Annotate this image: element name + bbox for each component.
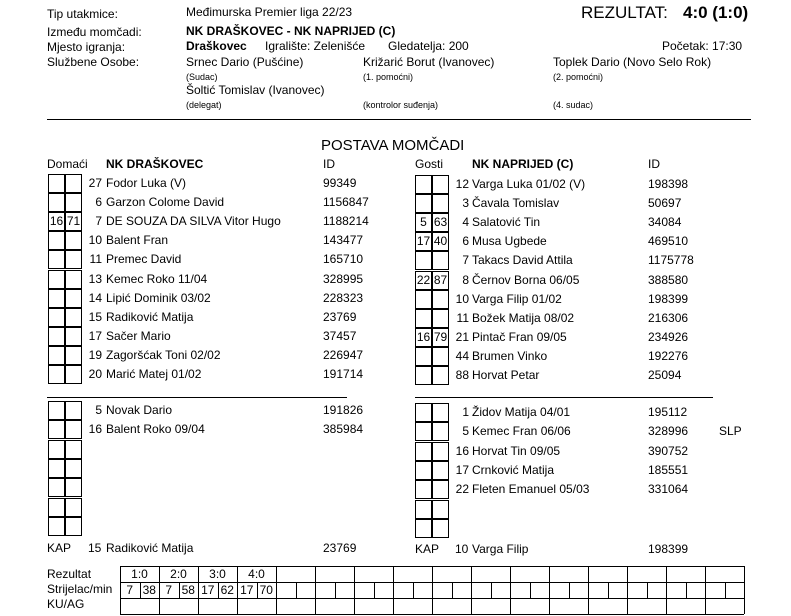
away-kap-label: KAP [415,542,440,556]
sub-min-box [65,365,82,384]
sub-min-box [65,193,82,212]
sub-min-box [432,461,449,480]
sub-min-box [65,231,82,250]
score-grid-vline [393,598,394,614]
sub-min-box [432,519,449,538]
player-id: 165710 [323,252,364,267]
sub-in-box [48,231,65,250]
player-number: 8 [462,272,469,287]
sub-min-box [65,174,82,193]
sub-min-box [65,346,82,365]
rezultat-label: REZULTAT: [581,3,668,22]
score-grid-vline [393,582,394,598]
sub-in-box [415,347,432,366]
player-id: 185551 [648,462,689,477]
player-id: 25094 [648,368,682,382]
sub-in-box [415,422,432,441]
player-id: 328995 [323,271,364,286]
player-number: 10 [455,291,469,306]
sub-in-box [48,346,65,365]
score-grid-vline [666,582,667,598]
score-grid-vline [237,598,238,614]
score-grid-vline [471,598,472,614]
sub-min-box [432,480,449,499]
score-cell: 4:0 [248,567,265,581]
scorer-cell: 7 [165,583,173,597]
sub-in-box [48,289,65,308]
score-grid-vline [276,598,277,614]
score-grid-vline [276,566,277,582]
player-number [451,500,469,519]
sub-in-box [48,459,65,478]
home-id-label: ID [323,157,335,171]
score-grid-vline [432,582,433,598]
away-team-name: NK NAPRIJED (C) [472,157,574,171]
score-grid-vline [569,582,570,598]
sub-min-box: 63 [432,213,449,232]
player-id: 216306 [648,310,689,325]
official-name: Srnec Dario (Pušćine) [186,55,304,69]
player-id: 1175778 [648,253,694,268]
score-grid-vline [744,566,745,582]
player-number: 17 [88,328,102,343]
score-grid-vline [374,582,375,598]
sub-min-box [65,289,82,308]
score-grid-vline [315,598,316,614]
player-name: Varga Filip 01/02 [472,291,562,306]
official-role: (2. pomoćni) [553,72,604,82]
sub-min-box [65,459,82,478]
player-name: Varga Luka 01/02 (V) [472,177,586,191]
player-name: Novak Dario [106,403,173,417]
player-name: Balent Roko 09/04 [106,422,205,437]
player-name: Horvat Petar [472,368,540,382]
sub-in-box: 16 [415,328,432,347]
score-grid-vline [354,566,355,582]
player-id: 385984 [323,422,364,437]
score-grid-vline [296,582,297,598]
sub-min-box [432,403,449,422]
score-grid-vline [627,582,628,598]
score-grid-vline [432,598,433,614]
score-label-rezultat: Rezultat [47,567,92,581]
official-role: (kontrolor suđenja) [363,100,439,110]
score-grid-vline [647,582,648,598]
player-name: Čavala Tomislav [472,196,560,211]
player-number [84,459,102,478]
player-name: Sačer Mario [106,328,171,343]
sub-in-box: 17 [415,232,432,251]
player-name: Garzon Colome David [106,195,225,210]
score-grid-vline [491,582,492,598]
player-number: 5 [95,403,102,417]
sub-in-box [415,480,432,499]
score-grid-vline [686,582,687,598]
minute-cell: 70 [259,583,273,597]
sub-min-box [65,517,82,536]
player-id: 388580 [648,272,689,287]
score-grid-vline [198,598,199,614]
score-grid-vline [510,566,511,582]
score-grid-vline [588,598,589,614]
player-id: 191826 [323,403,364,417]
score-grid-vline [159,598,160,614]
score-grid-vline [705,566,706,582]
player-id: 50697 [648,196,682,211]
sub-min-box [65,440,82,459]
player-number: 88 [455,368,469,382]
player-id: 34084 [648,215,682,230]
sub-in-box [48,365,65,384]
player-id: 1188214 [323,214,369,229]
score-grid-vline [354,582,355,598]
score-grid-vline [510,598,511,614]
player-name: DE SOUZA DA SILVA Vitor Hugo [106,214,281,229]
sub-min-box [432,422,449,441]
score-grid-vline [315,566,316,582]
sub-min-box [432,309,449,328]
player-number: 16 [455,443,469,458]
player-id: 198398 [648,177,689,191]
player-number: 16 [88,422,102,437]
player-number: 12 [455,177,469,191]
mjesto-label: Mjesto igranja: [47,40,126,54]
sub-in-box: 22 [415,271,432,290]
sub-min-box [432,194,449,213]
score-grid-vline [354,598,355,614]
minute-cell: 58 [181,583,195,597]
away-subs-divider [415,397,713,398]
sub-in-box [415,442,432,461]
player-id: 1156847 [323,195,369,210]
score-grid-hline [120,614,744,615]
sub-in-box [415,403,432,422]
score-label-strijelac: Strijelac/min [47,582,113,596]
player-number: 4 [462,215,469,230]
sub-in-box [48,270,65,289]
player-number [84,498,102,517]
sub-in-box [415,309,432,328]
away-side-label: Gosti [415,157,444,171]
sub-in-box [48,327,65,346]
player-number: 1 [462,405,469,419]
score-cell: 3:0 [209,567,226,581]
score-grid-vline [588,566,589,582]
sub-in-box [415,366,432,385]
player-id: 331064 [648,482,689,497]
player-id: 198399 [648,291,689,306]
score-grid-vline [335,582,336,598]
player-id: 23769 [323,309,357,324]
score-grid-vline [588,582,589,598]
player-name: Balent Fran [106,233,169,248]
tip-value: Međimurska Premier liga 22/23 [186,5,353,19]
player-name: Pintač Fran 09/05 [472,329,567,344]
player-id: 228323 [323,290,364,305]
player-number: 14 [88,290,102,305]
player-number: 22 [455,482,469,497]
official-name: Šoltić Tomislav (Ivanovec) [186,83,325,97]
player-name: Fodor Luka (V) [106,176,187,190]
sub-in-box: 16 [48,212,65,231]
player-number: 6 [462,234,469,249]
sub-min-box [65,498,82,517]
sub-in-box: 5 [415,213,432,232]
player-id: 37457 [323,328,357,343]
player-number: 13 [88,271,102,286]
score-grid-vline [549,598,550,614]
home-team-name: NK DRAŠKOVEC [106,157,204,171]
sub-in-box [415,175,432,194]
tip-label: Tip utakmice: [47,7,118,21]
sluzbene-label: Službene Osobe: [47,55,140,69]
official-name: Toplek Dario (Novo Selo Rok) [553,55,712,69]
player-number: 5 [462,424,469,439]
score-grid-vline [510,582,511,598]
score-grid-vline [666,566,667,582]
sub-min-box [432,500,449,519]
player-id: 226947 [323,347,364,362]
sub-in-box [48,498,65,517]
official-name: Križarić Borut (Ivanovec) [363,55,495,69]
player-id: 99349 [323,176,357,190]
score-grid-vline [432,566,433,582]
score-grid-vline [725,582,726,598]
sub-min-box [65,250,82,269]
rezultat-value: 4:0 (1:0) [683,3,749,22]
player-number: 7 [95,214,102,229]
sub-in-box [48,250,65,269]
header-divider [47,119,751,120]
player-name: Zagoršćak Toni 02/02 [106,347,221,362]
score-grid-vline [276,582,277,598]
player-name: Crnković Matija [472,462,555,477]
sub-in-box [415,461,432,480]
player-id: 195112 [648,405,688,419]
player-number: 11 [89,252,102,267]
sub-min-box [65,308,82,327]
score-grid-vline [744,582,745,598]
gledatelja: Gledatelja: 200 [388,39,469,53]
sub-min-box [432,442,449,461]
minute-cell: 38 [142,583,156,597]
home-kap-num: 15 [88,541,102,555]
score-grid-vline [705,582,706,598]
score-grid-vline [705,598,706,614]
away-kap-id: 198399 [648,542,689,556]
player-number: 21 [455,329,469,344]
player-id: 328996 [648,424,689,439]
player-id: 234926 [648,329,689,344]
score-label-kuag: KU/AG [47,597,85,611]
score-grid-vline [666,598,667,614]
score-grid-vline [608,582,609,598]
player-name: Horvat Tin 09/05 [472,443,561,458]
player-status: SLP [719,424,742,439]
sub-in-box [415,251,432,270]
player-id: 192276 [648,348,689,363]
player-name: Premec David [106,252,182,267]
player-name: Kemec Roko 11/04 [106,271,208,286]
sub-min-box [432,251,449,270]
player-name: Takacs David Attila [472,253,573,268]
player-name: Židov Matija 04/01 [472,405,571,419]
score-grid-vline [627,598,628,614]
home-kap-id: 23769 [323,541,357,555]
score-grid-vline [393,566,394,582]
sub-min-box: 87 [432,271,449,290]
player-number: 17 [455,462,469,477]
sub-in-box [48,420,65,439]
home-subs-divider [47,397,347,398]
home-side-label: Domaći [47,157,88,171]
score-grid-vline [549,566,550,582]
scorer-cell: 7 [126,583,134,597]
player-number: 3 [462,196,469,211]
player-number: 27 [88,176,102,190]
player-number: 44 [455,348,469,363]
sub-min-box [432,175,449,194]
player-id: 143477 [323,233,364,248]
score-grid-vline [315,582,316,598]
official-role: (1. pomoćni) [363,72,414,82]
sub-min-box [65,327,82,346]
score-grid-vline [413,582,414,598]
score-grid-vline [120,598,121,614]
score-grid-vline [744,598,745,614]
scorer-cell: 17 [201,583,215,597]
player-name: Lipić Dominik 03/02 [106,290,211,305]
away-id-label: ID [648,157,660,171]
izmedu-label: Između momčadi: [47,25,142,39]
izmedu-value: NK DRAŠKOVEC - NK NAPRIJED (C) [186,24,396,38]
sub-in-box [48,193,65,212]
player-number: 7 [462,253,469,268]
player-name: Brumen Vinko [472,348,548,363]
sub-in-box [415,194,432,213]
away-kap-name: Varga Filip [472,542,529,556]
igraliste: Igralište: Zelenišće [265,39,366,53]
score-grid-vline [452,582,453,598]
player-id: 390752 [648,443,689,458]
player-name: Radiković Matija [106,309,194,324]
sub-min-box: 79 [432,328,449,347]
sub-min-box: 40 [432,232,449,251]
sub-in-box [48,440,65,459]
player-name: Marić Matej 01/02 [106,367,202,381]
player-name: Musa Ugbede [472,234,547,249]
sub-min-box [65,401,82,420]
player-name: Božek Matija 08/02 [472,310,575,325]
player-id: 469510 [648,234,689,249]
player-name: Salatović Tin [472,215,541,230]
sub-min-box [432,347,449,366]
official-role: (delegat) [186,100,222,110]
sub-in-box [48,478,65,497]
score-grid-vline [530,582,531,598]
player-number [84,478,102,497]
player-number [451,519,469,538]
minute-cell: 62 [220,583,234,597]
score-grid-vline [627,566,628,582]
player-name: Černov Borna 06/05 [472,272,580,287]
scorer-cell: 17 [240,583,254,597]
postava-title: POSTAVA MOMČADI [321,137,465,154]
home-kap-name: Radiković Matija [106,541,194,555]
player-number: 19 [88,347,102,362]
sub-min-box [432,290,449,309]
player-number: 10 [88,233,102,248]
sub-in-box [48,401,65,420]
score-cell: 2:0 [170,567,187,581]
player-number [84,517,102,536]
score-grid-vline [471,566,472,582]
away-kap-num: 10 [455,542,469,556]
player-number [84,440,102,459]
player-name: Kemec Fran 06/06 [472,424,571,439]
score-grid-vline [549,582,550,598]
player-number: 15 [88,309,102,324]
official-role: (Sudac) [186,72,218,82]
sub-min-box [65,420,82,439]
sub-min-box [432,366,449,385]
mjesto-value: Draškovec [186,39,247,53]
player-name: Fleten Emanuel 05/03 [472,482,590,497]
sub-in-box [48,517,65,536]
player-number: 6 [95,195,102,210]
sub-in-box [415,500,432,519]
sub-min-box [65,478,82,497]
home-kap-label: KAP [47,541,72,555]
score-grid-vline [471,582,472,598]
sub-in-box [415,290,432,309]
sub-in-box [48,174,65,193]
player-id: 191714 [323,367,364,381]
player-number: 20 [88,367,102,381]
sub-in-box [48,308,65,327]
sub-min-box: 71 [65,212,82,231]
sub-min-box [65,270,82,289]
official-role: (4. sudac) [553,100,594,110]
sub-in-box [415,519,432,538]
pocetak: Početak: 17:30 [662,39,743,53]
player-number: 11 [456,310,469,325]
score-cell: 1:0 [131,567,148,581]
